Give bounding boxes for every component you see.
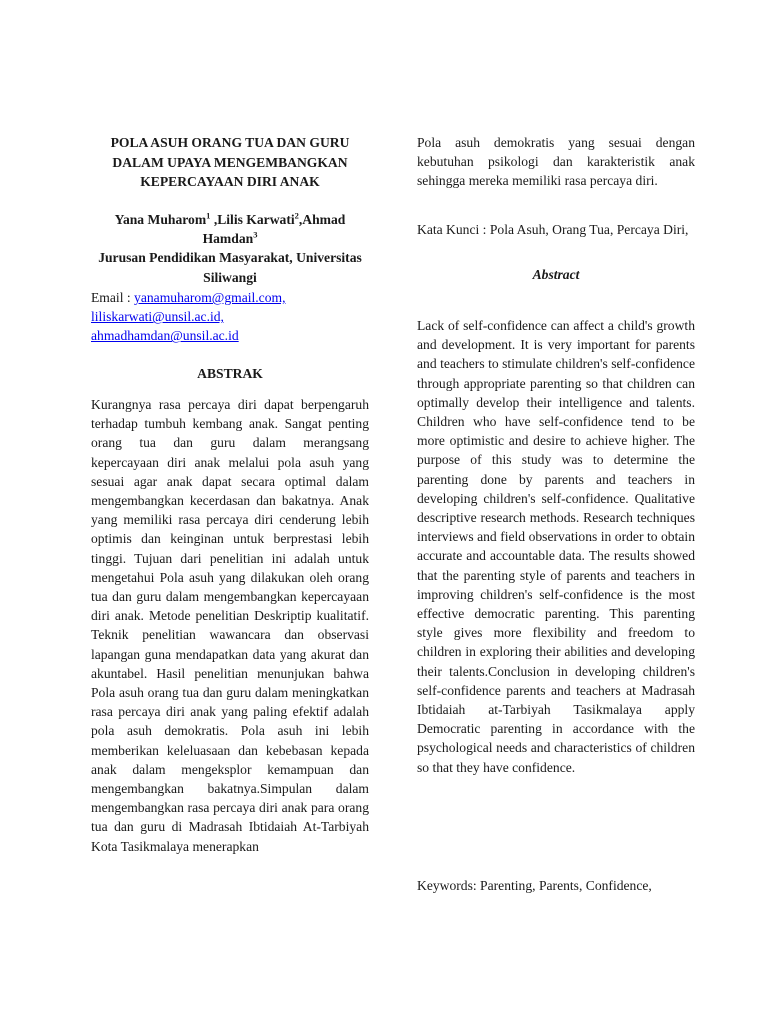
email-link[interactable]: liliskarwati@unsil.ac.id, [91, 309, 224, 325]
email-label: Email : [91, 290, 135, 305]
abstract-heading: Abstract [532, 267, 580, 282]
affiliation: Jurusan Pendidikan Masyarakat, Universitas Siliwangi [98, 250, 362, 285]
author-name: ,Ahmad Hamdan [202, 212, 346, 246]
abstrak-continuation: Pola asuh demokratis yang sesuai dengan kebutuhan psikologi dan karakteristik anak sehingga mereka memiliki rasa percaya diri. [417, 135, 695, 189]
author-list [91, 210, 369, 248]
abstract-text: Lack of self-confidence can affect a child's growth and development. It is very important for parents and teachers to stimulate children's self-confidence through appropriate parenting so that children can optimally develop their intelligence and talents. Children who have self-confidence tend to be more optimistic and desire to achieve higher. The purpose of this study was to determine the parenting done by parents and teachers in developing children's self-confidence. Qualitative descriptive research methods. Research techniques interviews and field observations in order to obtain accurate and accountable data. The results showed that the parenting style of parents and teachers in improving children's self-confidence is the most effective democratic parenting. This parenting style gives more flexibility and freedom to children in exploring their abilities and developing their talents.Conclusion in developing children's self-confidence parents and teachers at Madrasah Ibtidaiah at-Tarbiyah Tasikmalaya apply Democratic parenting in accordance with the psychological needs and characteristics of children so that they have confidence. [417, 318, 695, 775]
paper-title: POLA ASUH ORANG TUA DAN GURU DALAM UPAYA MENGEMBANGKAN KEPERCAYAAN DIRI ANAK [110, 135, 350, 189]
kata-kunci: Kata Kunci : Pola Asuh, Orang Tua, Percaya Diri, [417, 222, 689, 237]
keywords: Keywords: Parenting, Parents, Confidence, [417, 878, 652, 893]
abstrak-heading: ABSTRAK [197, 366, 263, 381]
email-block [91, 288, 369, 346]
abstrak-text: Kurangnya rasa percaya diri dapat berpengaruh terhadap tumbuh kembang anak. Sangat penting orang tua dan guru dalam merangsang kepercayaan diri anak melalui pola asuh yang sesuai agar anak dapat secara optimal dalam mengembangkan kecerdasan dan bakatnya. Anak yang memiliki rasa percaya diri cenderung lebih optimis dan keinginan untuk berprestasi lebih tinggi. Tujuan dari penelitian ini adalah untuk mengetahui Pola asuh yang dilakukan oleh orang tua dan guru dalam mengembangkan kepercayaan diri anak. Metode penelitian Deskriptip kualitatif. Teknik penelitian wawancara dan observasi lapangan guna mendapatkan data yang akurat dan akuntabel. Hasil penelitian menunjukan bahwa Pola asuh orang tua dan guru dalam meningkatkan rasa percaya diri anak yang paling efektif adalah pola asuh demokratis. Pola asuh ini lebih memberikan keleluasaan dan kebebasan kepada anak dalam mengeksplor kemampuan dan mengembangkan bakatnya.Simpulan dalam mengembangkan rasa percaya diri anak para orang tua dan guru di Madrasah Ibtidaiah At-Tarbiyah Kota Tasikmalaya menerapkan [91, 397, 369, 854]
author-affil-mark: 3 [253, 229, 258, 240]
author-affil-mark: 2 [294, 210, 299, 221]
author-affil-mark: 1 [206, 210, 211, 221]
author-name: Yana Muharom [114, 212, 207, 227]
author-name: ,Lilis Karwati [210, 212, 295, 227]
email-link[interactable]: ahmadhamdan@unsil.ac.id [91, 328, 239, 344]
email-link[interactable]: yanamuharom@gmail.com, [134, 290, 286, 305]
